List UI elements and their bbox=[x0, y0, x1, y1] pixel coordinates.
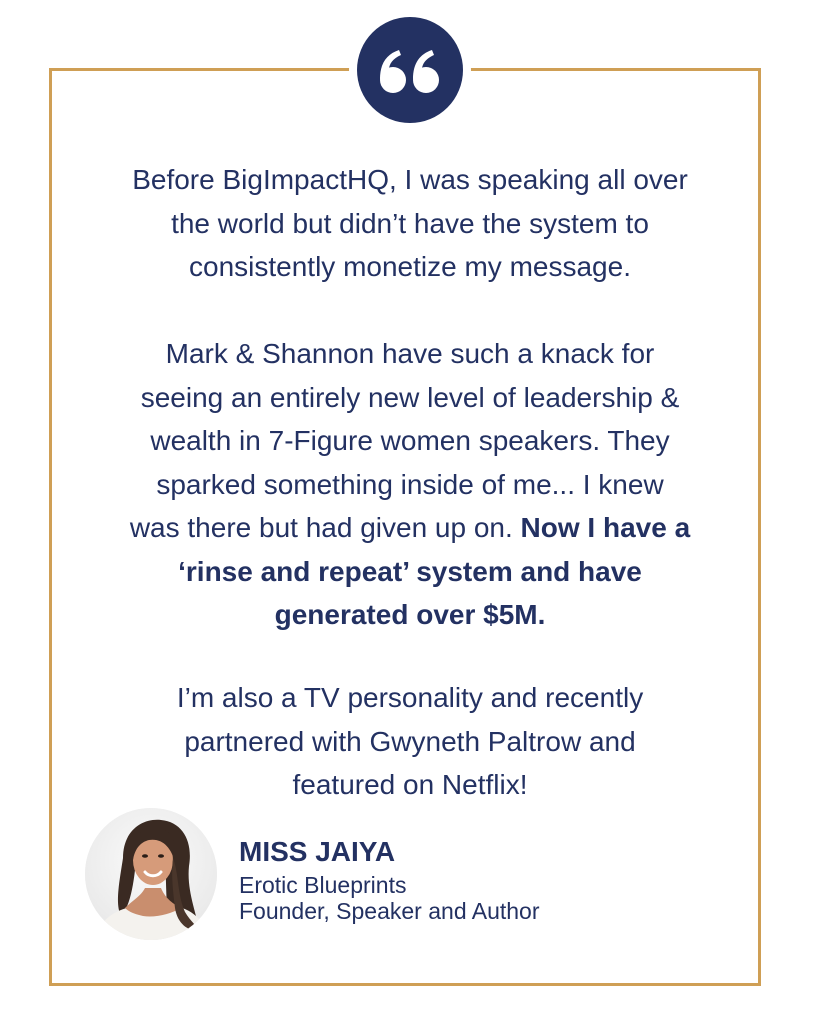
bold-text-span: Now I have a bbox=[520, 512, 691, 543]
testimonial-paragraph-2 bbox=[90, 332, 730, 637]
author-name: MISS JAIYA bbox=[239, 836, 396, 867]
text-line: sparked something inside of me... I knew bbox=[156, 468, 664, 500]
quote-badge bbox=[357, 17, 463, 123]
author-portrait bbox=[85, 808, 217, 940]
text-line: wealth in 7-Figure women speakers. They bbox=[150, 425, 670, 456]
text-line: the world but didn’t have the system to bbox=[171, 207, 649, 239]
bold-text-line: generated over $5M. bbox=[274, 599, 546, 630]
author-avatar bbox=[85, 808, 217, 940]
text-line: Mark & Shannon have such a knack for bbox=[165, 338, 655, 369]
bold-text-line: ‘rinse and repeat’ system and have bbox=[178, 555, 642, 587]
text-line: I’m also a TV personality and recently bbox=[176, 682, 644, 713]
text-line-mixed bbox=[90, 506, 730, 550]
testimonial-paragraph-1 bbox=[90, 158, 730, 289]
text-span: was there but had given up on. bbox=[129, 512, 521, 543]
text-line: Before BigImpactHQ, I was speaking all over bbox=[132, 164, 688, 195]
text-line: consistently monetize my message. bbox=[189, 251, 631, 282]
author-signature bbox=[239, 836, 540, 924]
author-company: Erotic Blueprints bbox=[239, 872, 407, 898]
text-line: featured on Netflix! bbox=[292, 769, 528, 800]
text-line: partnered with Gwyneth Paltrow and bbox=[184, 725, 636, 757]
author-roles: Founder, Speaker and Author bbox=[239, 898, 540, 924]
testimonial-paragraph-3 bbox=[90, 676, 730, 807]
text-line: seeing an entirely new level of leadership & bbox=[140, 381, 680, 413]
double-quote-icon bbox=[357, 17, 463, 123]
